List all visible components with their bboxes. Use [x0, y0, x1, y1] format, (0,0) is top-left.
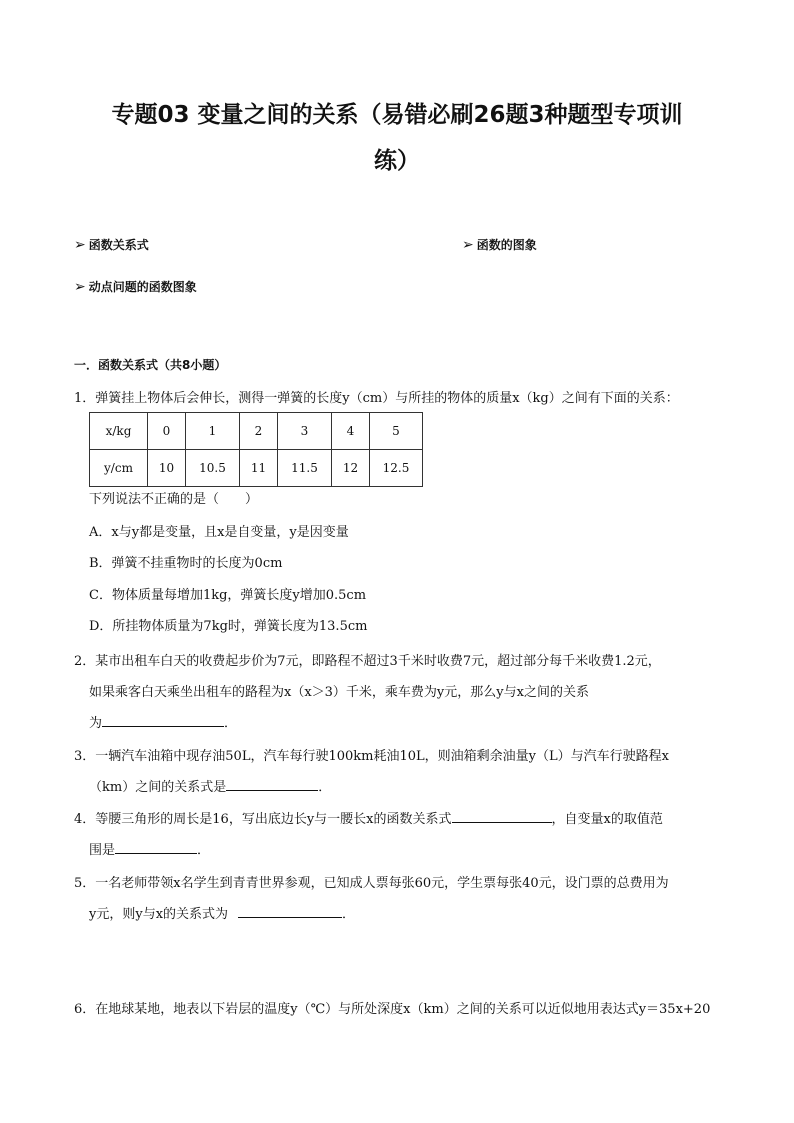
- question-2-line-3: [74, 708, 740, 739]
- answer-blank[interactable]: [115, 839, 197, 854]
- question-3-line-2: [74, 772, 740, 803]
- question-2-line-1: 2．某市出租车白天的收费起步价为7元，即路程不超过3千米时收费7元，超过部分每千米收费1.2元，: [74, 654, 661, 669]
- question-3-line-1: 3．一辆汽车油箱中现存油50L，汽车每行驶100km耗油10L，则油箱剩余油量y（L）与汽车行驶路程x: [74, 749, 669, 764]
- question-3-text: （km）之间的关系式是: [89, 780, 227, 795]
- table-cell: 10.5: [186, 450, 240, 487]
- arrow-right-icon: ➢: [462, 236, 474, 253]
- question-3: [74, 741, 740, 803]
- section-heading: 一．函数关系式（共8小题）: [74, 358, 227, 372]
- question-4-text: 4．等腰三角形的周长是16，写出底边长y与一腰长x的函数关系式: [74, 812, 452, 827]
- question-1-text: 1．弹簧挂上物体后会伸长，测得一弹簧的长度y（cm）与所挂的物体的质量x（kg）之间有下面的关系：: [74, 391, 679, 406]
- question-4: [74, 804, 740, 866]
- nav-item-function-graph[interactable]: [462, 236, 537, 253]
- question-3-text: ．: [318, 780, 332, 795]
- question-4-line-2: [74, 835, 740, 866]
- table-cell: 12: [332, 450, 370, 487]
- title-line-1: 专题03 变量之间的关系（易错必刷26题3种题型专项训: [111, 102, 683, 128]
- title-line-2: 练）: [374, 148, 420, 174]
- page-title: [60, 92, 734, 184]
- question-1-prompt: 下列说法不正确的是（ ）: [89, 492, 259, 507]
- answer-blank[interactable]: [452, 808, 552, 823]
- nav-item-label: 函数的图象: [476, 238, 537, 252]
- question-2-text: 为: [89, 716, 103, 731]
- arrow-right-icon: ➢: [74, 236, 86, 253]
- question-4-text: ．: [197, 843, 211, 858]
- option-b: B．弹簧不挂重物时的长度为0cm: [89, 556, 283, 571]
- option-c: C．物体质量每增加1kg，弹簧长度y增加0.5cm: [89, 588, 367, 603]
- nav-item-moving-point-graph[interactable]: [74, 278, 197, 295]
- nav-item-label: 函数关系式: [88, 238, 149, 252]
- question-5-text: ．: [342, 907, 356, 922]
- data-table: [89, 412, 423, 487]
- answer-blank[interactable]: [238, 903, 342, 918]
- table-header-cell: x/kg: [90, 413, 148, 450]
- table-cell: 3: [278, 413, 332, 450]
- question-5-text: y元，则y与x的关系式为: [89, 907, 229, 922]
- table-cell: 2: [240, 413, 278, 450]
- question-5-line-2: [74, 899, 740, 930]
- arrow-right-icon: ➢: [74, 278, 86, 295]
- table-cell: 5: [370, 413, 423, 450]
- table-cell: 0: [148, 413, 186, 450]
- table-cell: 11: [240, 450, 278, 487]
- question-2-text: ．: [224, 716, 238, 731]
- question-6: [74, 994, 744, 1025]
- table-cell: 1: [186, 413, 240, 450]
- table-header-cell: y/cm: [90, 450, 148, 487]
- table-row: [90, 413, 423, 450]
- answer-blank[interactable]: [226, 776, 318, 791]
- table-cell: 11.5: [278, 450, 332, 487]
- nav-item-label: 动点问题的函数图象: [88, 280, 197, 294]
- question-5: [74, 868, 740, 930]
- question-5-line-1: 5．一名老师带领x名学生到青青世界参观，已知成人票每张60元，学生票每张40元，设门票的总费用为: [74, 876, 669, 891]
- table-cell: 10: [148, 450, 186, 487]
- answer-blank[interactable]: [102, 712, 224, 727]
- question-6-line-1: 6．在地球某地，地表以下岩层的温度y（℃）与所处深度x（km）之间的关系可以近似地用表达式y＝35x+20: [74, 1002, 711, 1017]
- question-4-text: ，自变量x的取值范: [551, 812, 663, 827]
- question-2-line-2: 如果乘客白天乘坐出租车的路程为x（x＞3）千米，乘车费为y元，那么y与x之间的关系: [89, 685, 589, 700]
- option-a: A．x与y都是变量，且x是自变量，y是因变量: [89, 525, 349, 540]
- nav-item-function-expression[interactable]: [74, 236, 149, 253]
- table-row: [90, 450, 423, 487]
- question-2: [74, 646, 740, 739]
- question-4-text: 围是: [89, 843, 116, 858]
- option-d: D．所挂物体质量为7kg时，弹簧长度为13.5cm: [89, 619, 368, 634]
- question-4-line-1: [74, 804, 740, 835]
- table-cell: 4: [332, 413, 370, 450]
- table-cell: 12.5: [370, 450, 423, 487]
